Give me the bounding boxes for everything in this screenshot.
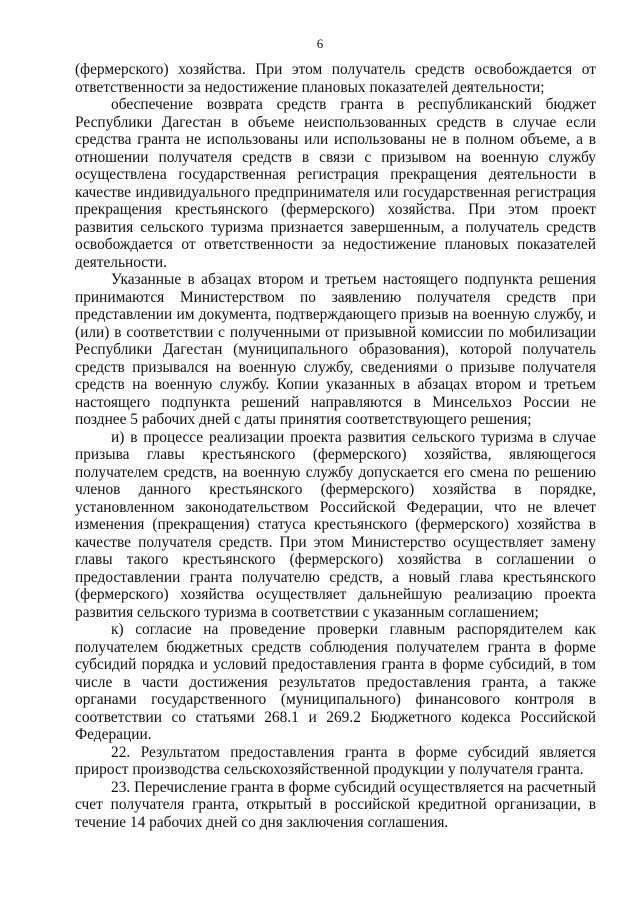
paragraph-item-23: 23. Перечисление гранта в форме субсидий осуществляется на расчетный счет получателя гранта, открытый в российской кредитной организации, в течение 14 рабочих дней со дня заключения соглашения.	[75, 778, 596, 831]
paragraph-continuation: (фермерского) хозяйства. При этом получатель средств освобождается от ответственности за недостижение плановых показателей деятельности;	[75, 61, 596, 96]
paragraph-item-22: 22. Результатом предоставления гранта в форме субсидий является прирост производства сельскохозяйственной продукции у получателя гранта.	[75, 743, 596, 778]
paragraph-grant-return: обеспечение возврата средств гранта в республиканский бюджет Республики Дагестан в объеме неиспользованных средств в случае если средства гранта не использованы или использованы не в полном объеме, а в отношении получателя средств в связи с призывом на военную службу осуществлена государственная регистрация прекращения деятельности в качестве индивидуального предпринимателя или государственная регистрация прекращения крестьянского (фермерского) хозяйства. При этом проект развития сельского туризма признается завершенным, а получатель средств освобождается от ответственности за недостижение плановых показателей деятельности.	[75, 96, 596, 271]
document-body	[75, 61, 596, 831]
paragraph-item-k: к) согласие на проведение проверки главным распорядителем как получателем бюджетных средств соблюдения получателем гранта в форме субсидий порядка и условий предоставления гранта в форме субсидий, в том числе в части достижения результатов предоставления гранта, а также органами государственного (муниципального) финансового контроля в соответствии со статьями 268.1 и 269.2 Бюджетного кодекса Российской Федерации.	[75, 621, 596, 743]
paragraph-decisions: Указанные в абзацах втором и третьем настоящего подпункта решения принимаются Министерством по заявлению получателя средств при представлении им документа, подтверждающего призыв на военную службу, и (или) в соответствии с полученными от призывной комиссии по мобилизации Республики Дагестан (муниципального образования), которой получатель средств призывался на военную службу, сведениями о призыве получателя средств на военную службу. Копии указанных в абзацах втором и третьем настоящего подпункта решений направляются в Минсельхоз России не позднее 5 рабочих дней с даты принятия соответствующего решения;	[75, 271, 596, 428]
page-number: 6	[316, 36, 324, 51]
paragraph-item-i: и) в процессе реализации проекта развития сельского туризма в случае призыва главы крестьянского (фермерского) хозяйства, являющегося получателем средств, на военную службу допускается его смена по решению членов данного крестьянского (фермерского) хозяйства в порядке, установленном законодательством Российской Федерации, что не влечет изменения (прекращения) статуса крестьянского (фермерского) хозяйства в качестве получателя средств. При этом Министерство осуществляет замену главы такого крестьянского (фермерского) хозяйства в соглашении о предоставлении гранта получателю средств, а новый глава крестьянского (фермерского) хозяйства осуществляет дальнейшую реализацию проекта развития сельского туризма в соответствии с указанным соглашением;	[75, 428, 596, 621]
